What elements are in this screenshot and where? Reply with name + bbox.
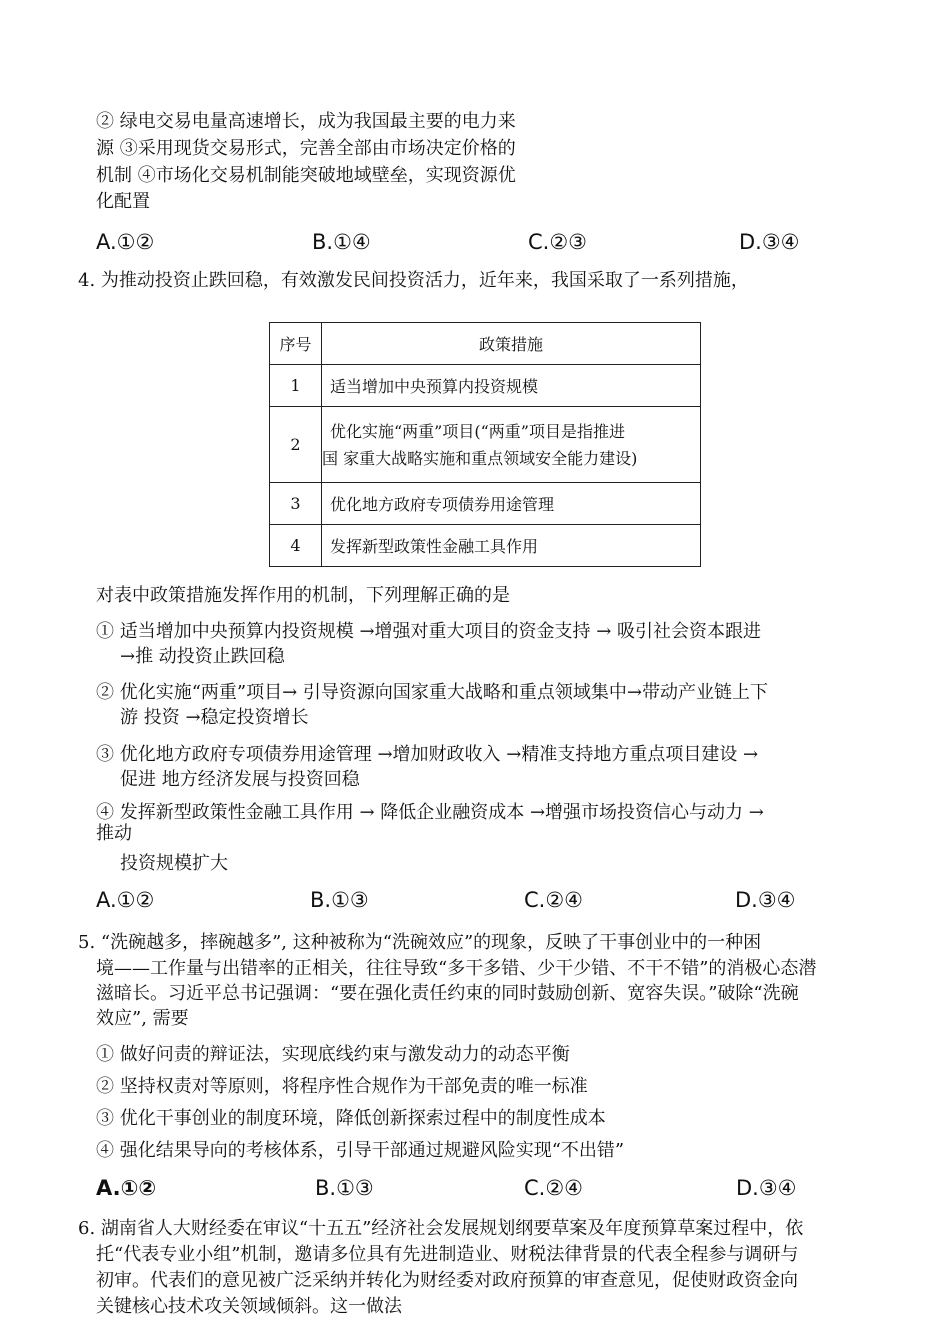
q3-line: 机制 ④市场化交易机制能突破地域壁垒，实现资源优 (96, 165, 516, 186)
table-row (270, 407, 701, 483)
q3-line: 源 ③采用现货交易形式，完善全部由市场决定价格的 (96, 138, 516, 159)
q5-item-4: ④ 强化结果导向的考核体系，引导干部通过规避风险实现“不出错” (96, 1140, 625, 1161)
q5-option-b[interactable]: B.①③ (315, 1176, 374, 1200)
q4-item-3-cont: 促进 地方经济发展与投资回稳 (120, 769, 360, 790)
q5-option-d[interactable]: D.③④ (736, 1176, 797, 1200)
q5-stem-line: 滋暗长。习近平总书记强调：“要在强化责任约束的同时鼓励创新、宽容失误。”破除“洗碗 (96, 983, 799, 1004)
q4-stem: 4. 为推动投资止跌回稳，有效激发民间投资活力，近年来，我国采取了一系列措施， (78, 270, 749, 291)
q5-item-2: ② 坚持权责对等原则，将程序性合规作为干部免责的唯一标准 (96, 1076, 588, 1097)
table-row (270, 483, 701, 525)
row-measure-text: 适当增加中央预算内投资规模 (330, 377, 539, 396)
q6-stem-line: 初审。代表们的意见被广泛采纳并转化为财经委对政府预算的审查意见，促使财政资金向 (96, 1270, 798, 1291)
q3-option-c[interactable]: C.②③ (528, 230, 587, 254)
q4-item-4: ④ 发挥新型政策性金融工具作用 → 降低企业融资成本 →增强市场投资信心与动力 → (96, 802, 764, 823)
row-measure (322, 407, 701, 483)
table-header-row (270, 323, 701, 365)
q3-option-a[interactable]: A.①② (96, 230, 155, 254)
row-measure (322, 483, 701, 525)
q4-option-b[interactable]: B.①③ (310, 888, 369, 912)
row-measure-text: 优化地方政府专项债券用途管理 (330, 495, 555, 514)
q5-option-c[interactable]: C.②④ (524, 1176, 583, 1200)
q6-stem-line: 6. 湖南省人大财经委在审议“十五五”经济社会发展规划纲要草案及年度预算草案过程中，依 (78, 1218, 804, 1239)
table-row (270, 365, 701, 407)
table-header-number: 序号 (270, 323, 322, 365)
q4-question: 对表中政策措施发挥作用的机制，下列理解正确的是 (96, 585, 510, 606)
row-number: 3 (270, 483, 322, 525)
q4-item-1: ① 适当增加中央预算内投资规模 →增强对重大项目的资金支持 → 吸引社会资本跟进 (96, 621, 762, 642)
policy-table (269, 322, 701, 567)
q3-option-d[interactable]: D.③④ (739, 230, 800, 254)
q5-item-3: ③ 优化干事创业的制度环境，降低创新探索过程中的制度性成本 (96, 1108, 606, 1129)
q4-item-3: ③ 优化地方政府专项债券用途管理 →增加财政收入 →精准支持地方重点项目建设 → (96, 744, 759, 765)
q3-option-b[interactable]: B.①④ (312, 230, 371, 254)
q4-option-d[interactable]: D.③④ (735, 888, 796, 912)
q6-stem-line: 托“代表专业小组”机制，邀请多位具有先进制造业、财税法律背景的代表全程参与调研与 (96, 1244, 799, 1265)
q4-option-a[interactable]: A.①② (96, 888, 155, 912)
row-number: 4 (270, 525, 322, 567)
row-measure-text: 优化实施“两重”项目(“两重”项目是指推进 (330, 421, 625, 441)
q4-item-2: ② 优化实施“两重”项目→ 引导资源向国家重大战略和重点领域集中→带动产业链上下 (96, 682, 769, 703)
row-number: 2 (270, 407, 322, 483)
q4-item-1-cont: →推 动投资止跌回稳 (120, 646, 285, 667)
q4-item-4-cont: 推动 (96, 823, 132, 844)
q4-item-2-cont: 游 投资 →稳定投资增长 (120, 707, 309, 728)
q5-stem-line: 效应”, 需要 (96, 1008, 189, 1029)
q5-stem-line: 境——工作量与出错率的正相关，往往导致“多干多错、少干少错、不干不错”的消极心态潜 (96, 958, 817, 979)
q3-line: 化配置 (96, 191, 150, 212)
row-measure (322, 525, 701, 567)
q5-option-a[interactable]: A.①② (96, 1176, 157, 1200)
q4-option-c[interactable]: C.②④ (524, 888, 583, 912)
row-measure (322, 365, 701, 407)
table-header-measure: 政策措施 (322, 323, 701, 365)
q5-item-1: ① 做好问责的辩证法，实现底线约束与激发动力的动态平衡 (96, 1044, 570, 1065)
row-number: 1 (270, 365, 322, 407)
row-measure-text: 国 家重大战略实施和重点领域安全能力建设) (322, 448, 638, 468)
q6-stem-line: 关键核心技术攻关领域倾斜。这一做法 (96, 1296, 402, 1317)
q4-item-4-cont: 投资规模扩大 (120, 853, 228, 874)
q3-line: ② 绿电交易电量高速增长，成为我国最主要的电力来 (96, 111, 516, 132)
row-measure-text: 发挥新型政策性金融工具作用 (330, 537, 539, 556)
q5-stem-line: 5. “洗碗越多，摔碗越多”, 这种被称为“洗碗效应”的现象，反映了干事创业中的一种困 (78, 932, 762, 953)
table-row (270, 525, 701, 567)
